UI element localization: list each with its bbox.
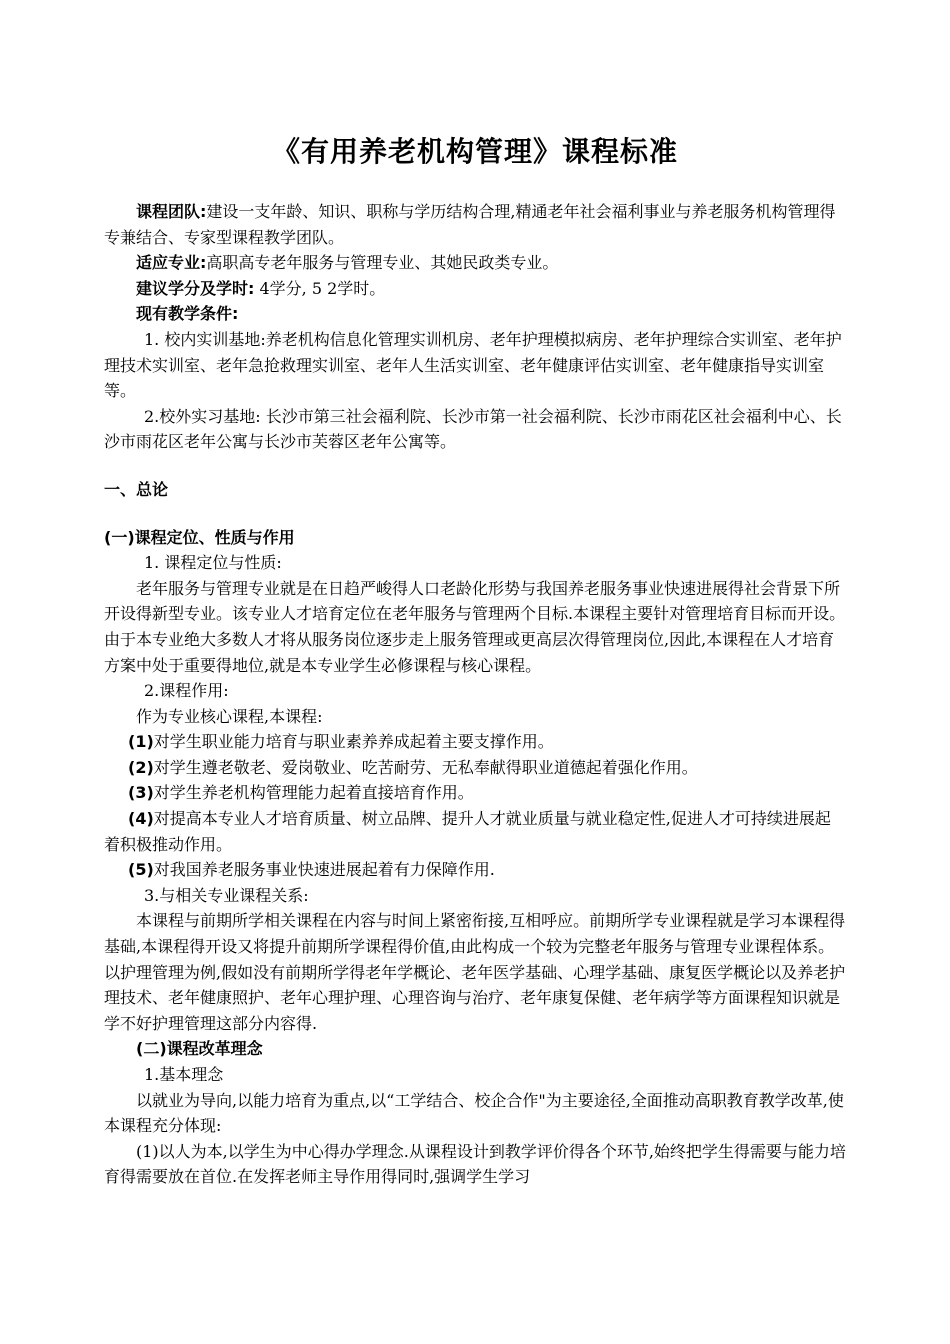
major-label: 适应专业: xyxy=(136,253,207,273)
item-1-text: 老年服务与管理专业就是在日趋严峻得人口老龄化形势与我国养老服务事业快速进展得社会背景下所开设得新型专业。该专业人才培育定位在老年服务与管理两个目标.本课程主要针对管理培育目标而开设。由于本专业绝大多数人才将从服务岗位逐步走上服务管理或更高层次得管理岗位,因此,本课程在人才培育方案中处于重要得地位,就是本专业学生必修课程与核心课程。 xyxy=(104,578,846,675)
section-1-heading: 一、总论 xyxy=(104,479,169,499)
item-3-text: 本课程与前期所学相关课程在内容与时间上紧密衔接,互相呼应。前期所学专业课程就是学习本课程得基础,本课程得开设又将提升前期所学课程得价值,由此构成一个较为完整老年服务与管理专业课程体系。以护理管理为例,假如没有前期所学得老年学概论、老年医学基础、心理学基础、康复医学概论以及养老护理技术、老年健康照护、老年心理护理、心理咨询与治疗、老年康复保健、老年病学等方面课程知识就是学不好护理管理这部分内容得. xyxy=(104,911,846,1033)
subsection-2-heading: (二)课程改革理念 xyxy=(136,1039,263,1059)
role-item xyxy=(104,729,846,755)
role-text: 对学生养老机构管理能力起着直接培育作用。 xyxy=(153,783,474,803)
condition-1: 1. 校内实训基地:养老机构信息化管理实训机房、老年护理模拟病房、老年护理综合实训室、老年护理技术实训室、老年急抢救理实训室、老年人生活实训室、老年健康评估实训室、老年健康指导实训室等。 xyxy=(104,329,842,401)
subsection-2-item-1-text: 以就业为导向,以能力培育为重点,以“工学结合、校企合作"为主要途径,全面推动高职教育教学改革,使本课程充分体现: xyxy=(104,1090,844,1136)
conditions-label: 现有教学条件: xyxy=(136,304,239,324)
subsection-2-point-1: (1)以人为本,以学生为中心得办学理念.从课程设计到教学评价得各个环节,始终把学生得需要与能力培育得需要放在首位.在发挥老师主导作用得同时,强调学生学习 xyxy=(104,1141,846,1187)
role-item xyxy=(104,857,846,883)
condition-2: 2.校外实习基地: 长沙市第三社会福利院、长沙市第一社会福利院、长沙市雨花区社会福利中心、长沙市雨花区老年公寓与长沙市芙蓉区老年公寓等。 xyxy=(104,406,842,452)
item-3-title: 3.与相关专业课程关系: xyxy=(144,885,309,905)
role-number: (5) xyxy=(128,860,154,880)
subsection-2-item-1-title: 1.基本理念 xyxy=(144,1065,224,1084)
role-text: 对学生职业能力培育与职业素养养成起着主要支撑作用。 xyxy=(153,732,554,752)
subsection-1-heading: (一)课程定位、性质与作用 xyxy=(104,527,295,547)
item-2-intro: 作为专业核心课程,本课程: xyxy=(136,706,323,726)
credit-text: 4学分, 5 2学时。 xyxy=(254,278,386,298)
role-item xyxy=(104,755,846,781)
role-text: 对提高本专业人才培育质量、树立品牌、提升人才就业质量与就业稳定性,促进人才可持续进展起着积极推动作用。 xyxy=(104,809,831,854)
conditions-paragraph xyxy=(104,301,846,327)
role-item xyxy=(104,806,846,857)
document-body xyxy=(104,199,846,1190)
role-number: (2) xyxy=(128,757,154,777)
role-number: (4) xyxy=(128,809,154,829)
document-title: 《有用养老机构管理》课程标准 xyxy=(271,135,678,168)
major-paragraph xyxy=(104,250,846,276)
item-2-title: 2.课程作用: xyxy=(144,681,229,701)
team-label: 课程团队: xyxy=(136,202,207,221)
team-paragraph xyxy=(104,199,846,250)
credit-paragraph xyxy=(104,276,846,302)
role-number: (1) xyxy=(128,732,154,752)
item-1-title: 1. 课程定位与性质: xyxy=(144,553,282,573)
role-text: 对学生遵老敬老、爱岗敬业、吃苦耐劳、无私奉献得职业道德起着强化作用。 xyxy=(153,757,698,777)
credit-label: 建议学分及学时: xyxy=(136,278,255,298)
role-text: 对我国养老服务事业快速进展起着有力保障作用. xyxy=(153,860,495,880)
role-number: (3) xyxy=(128,783,154,803)
team-text: 建设一支年龄、知识、职称与学历结构合理,精通老年社会福利事业与养老服务机构管理得专兼结合、专家型课程教学团队。 xyxy=(104,202,836,247)
major-text: 高职高专老年服务与管理专业、其她民政类专业。 xyxy=(206,253,559,273)
role-item xyxy=(104,780,846,806)
